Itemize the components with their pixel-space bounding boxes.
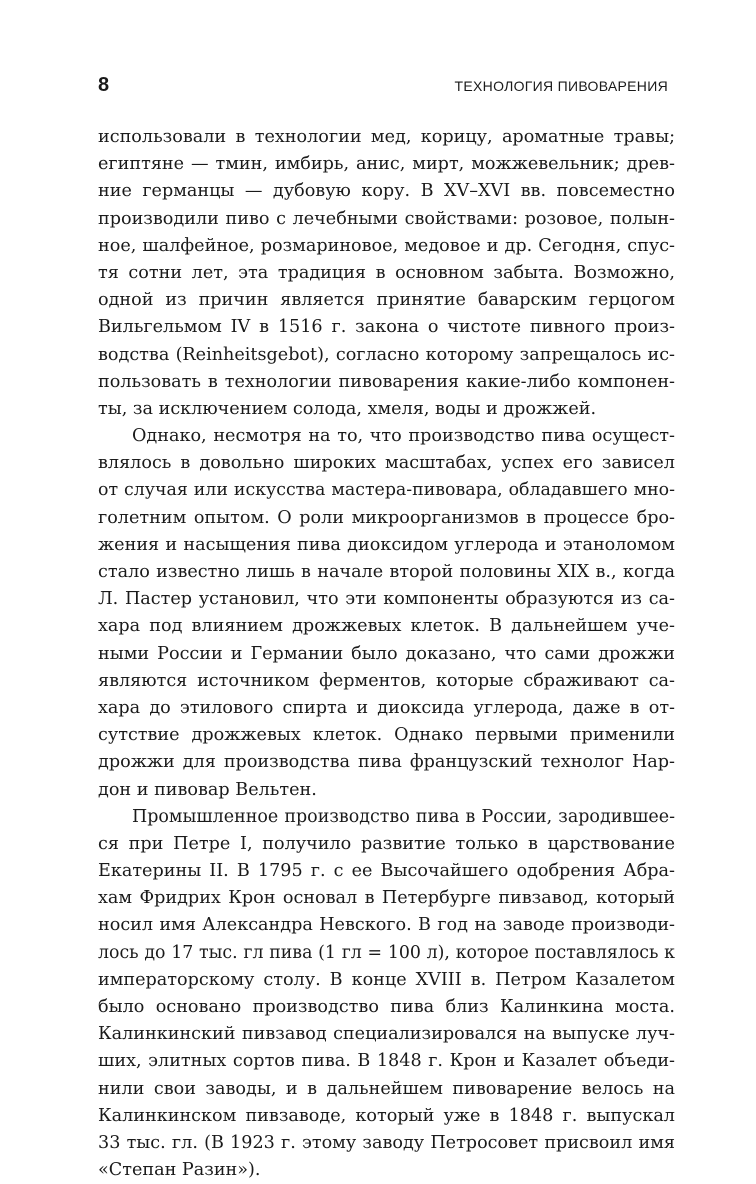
text-line: стало известно лишь в начале второй половины XIX в., когда <box>98 562 675 582</box>
text-line: ся при Петре I, получило развитие только в царствование <box>98 833 675 854</box>
paragraph-1 <box>98 124 675 423</box>
text-line: жения и насыщения пива диоксидом углерода и этаноломом <box>98 534 675 555</box>
text-line: водства (Reinheitsgebot), согласно которому запрещалось ис- <box>98 344 675 365</box>
paragraph-3 <box>98 804 675 1184</box>
text-line: от случая или искусства мастера-пивовара, обладавшего мно- <box>98 480 675 501</box>
text-line: хам Фридрих Крон основал в Петербурге пивзавод, который <box>98 888 675 909</box>
text-line: ших, элитных сортов пива. В 1848 г. Крон и Казалет объеди- <box>98 1051 675 1072</box>
text-line: Вильгельмом IV в 1516 г. закона о чистоте пивного произ- <box>98 317 675 338</box>
text-line: пользовать в технологии пивоварения какие-либо компонен- <box>98 371 675 392</box>
text-line: являются источником ферментов, которые сбраживают са- <box>98 670 675 691</box>
text-line: ными России и Германии было доказано, что сами дрожжи <box>98 643 675 664</box>
text-line: одной из причин является принятие баварским герцогом <box>98 290 675 311</box>
page-header <box>98 74 668 98</box>
text-line: хара до этилового спирта и диоксида углерода, даже в от- <box>98 697 675 718</box>
text-line: голетним опытом. О роли микроорганизмов в процессе бро- <box>98 507 675 528</box>
text-line: ное, шалфейное, розмариновое, медовое и др. Сегодня, спус- <box>98 235 675 256</box>
text-line: императорскому столу. В конце XVIII в. Петром Казалетом <box>98 969 675 990</box>
text-line: тя сотни лет, эта традиция в основном забыта. Возможно, <box>98 262 675 283</box>
text-line: 33 тыс. гл. (В 1923 г. этому заводу Петросовет присвоил имя <box>98 1132 675 1153</box>
text-line: влялось в довольно широких масштабах, успех его зависел <box>98 453 675 474</box>
page-number: 8 <box>98 74 110 96</box>
text-line: ты, за исключением солода, хмеля, воды и дрожжей. <box>98 398 597 419</box>
text-line: «Степан Разин»). <box>98 1160 261 1181</box>
running-title: ТЕХНОЛОГИЯ ПИВОВАРЕНИЯ <box>454 78 668 94</box>
paragraph-2 <box>98 423 675 804</box>
text-line: Калинкинском пивзаводе, который уже в 1848 г. выпускал <box>98 1105 675 1126</box>
text-line: лось до 17 тыс. гл пива (1 гл = 100 л), которое поставлялось к <box>98 942 675 963</box>
body-text <box>98 124 675 1184</box>
text-line: производили пиво с лечебными свойствами: розовое, полын- <box>98 208 675 229</box>
text-line: Однако, несмотря на то, что производство пива осущест- <box>132 426 675 447</box>
text-line: Промышленное производство пива в России, зародившее- <box>132 806 675 827</box>
text-line: использовали в технологии мед, корицу, ароматные травы; <box>98 127 675 147</box>
text-line: носил имя Александра Невского. В год на заводе производи- <box>98 915 675 936</box>
text-line: Калинкинский пивзавод специализировался на выпуске луч- <box>98 1024 675 1045</box>
text-line: Л. Пастер установил, что эти компоненты образуются из са- <box>98 589 675 610</box>
text-line: сутствие дрожжевых клеток. Однако первыми применили <box>98 725 675 746</box>
text-line: хара под влиянием дрожжевых клеток. В дальнейшем уче- <box>98 616 675 637</box>
text-line: египтяне — тмин, имбирь, анис, мирт, можжевельник; древ- <box>98 154 675 175</box>
text-line: ние германцы — дубовую кору. В XV–XVI вв. повсеместно <box>98 181 675 202</box>
text-line: дрожжи для производства пива французский технолог Нар- <box>98 752 675 773</box>
text-line: Екатерины II. В 1795 г. с ее Высочайшего одобрения Абра- <box>98 861 675 882</box>
text-line: было основано производство пива близ Калинкина моста. <box>98 997 675 1017</box>
text-line: нили свои заводы, и в дальнейшем пивоварение велось на <box>98 1078 675 1099</box>
text-line: дон и пивовар Вельтен. <box>98 779 317 800</box>
